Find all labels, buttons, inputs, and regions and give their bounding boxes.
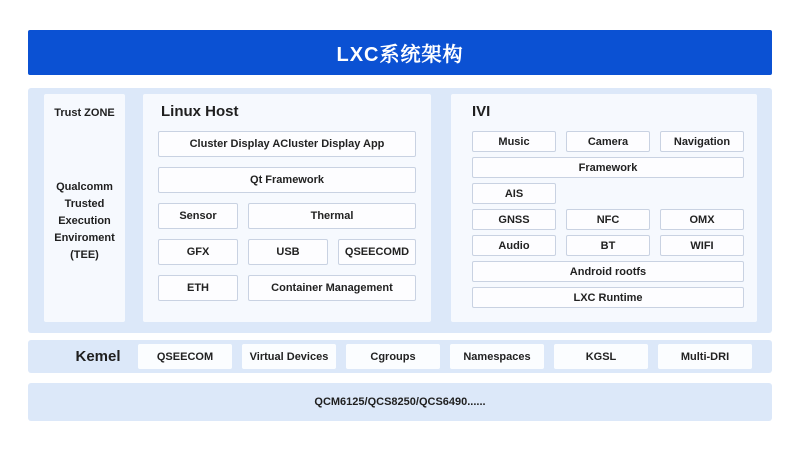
ivi-row <box>472 209 744 230</box>
box-lxc-runtime: LXC Runtime <box>472 287 744 308</box>
box-bt: BT <box>566 235 650 256</box>
linux-host-title: Linux Host <box>161 103 239 120</box>
ivi-row <box>472 235 744 256</box>
box-multi-dri: Multi-DRI <box>658 344 752 369</box>
kernel-boxes <box>138 344 752 369</box>
box-framework: Framework <box>472 157 744 178</box>
kernel-band <box>28 340 772 373</box>
box-navigation: Navigation <box>660 131 744 152</box>
chipset-band <box>28 383 772 421</box>
box-gnss: GNSS <box>472 209 556 230</box>
box-qseecom: QSEECOM <box>138 344 232 369</box>
box-gfx: GFX <box>158 239 238 265</box>
box-music: Music <box>472 131 556 152</box>
box-android-rootfs: Android rootfs <box>472 261 744 282</box>
box-sensor: Sensor <box>158 203 238 229</box>
page-title: LXC系统架构 <box>336 44 464 66</box>
ivi-title: IVI <box>472 103 491 120</box>
box-cluster-display-app: Cluster Display ACluster Display App <box>158 131 416 157</box>
ivi-row <box>472 261 744 282</box>
box-thermal: Thermal <box>248 203 416 229</box>
box-virtual-devices: Virtual Devices <box>242 344 336 369</box>
box-nfc: NFC <box>566 209 650 230</box>
linux-host-panel <box>143 94 431 322</box>
ivi-row <box>472 157 744 178</box>
ivi-row <box>472 183 744 204</box>
ivi-row <box>472 131 744 152</box>
trust-zone-label: Trust ZONE <box>54 107 115 119</box>
box-audio: Audio <box>472 235 556 256</box>
linux-host-body <box>158 131 416 311</box>
box-eth: ETH <box>158 275 238 301</box>
ivi-body <box>472 131 744 313</box>
linux-row <box>158 275 416 301</box>
kernel-label: Kemel <box>75 348 121 365</box>
linux-row <box>158 131 416 157</box>
ivi-panel <box>451 94 757 322</box>
box-kgsl: KGSL <box>554 344 648 369</box>
box-qseecomd: QSEECOMD <box>338 239 416 265</box>
box-container-management: Container Management <box>248 275 416 301</box>
box-wifi: WIFI <box>660 235 744 256</box>
chipset-label: QCM6125/QCS8250/QCS6490...... <box>314 396 486 408</box>
box-ais: AIS <box>472 183 556 204</box>
architecture-main-band <box>28 88 772 333</box>
linux-row <box>158 239 416 265</box>
ivi-row <box>472 287 744 308</box>
box-namespaces: Namespaces <box>450 344 544 369</box>
linux-row <box>158 167 416 193</box>
linux-row <box>158 203 416 229</box>
box-omx: OMX <box>660 209 744 230</box>
box-cgroups: Cgroups <box>346 344 440 369</box>
box-camera: Camera <box>566 131 650 152</box>
diagram-title-bar <box>28 30 772 75</box>
tee-label: Qualcomm Trusted Execution Enviroment (TEE) <box>54 181 115 261</box>
box-usb: USB <box>248 239 328 265</box>
box-qt-framework: Qt Framework <box>158 167 416 193</box>
trust-zone-panel <box>44 94 125 322</box>
